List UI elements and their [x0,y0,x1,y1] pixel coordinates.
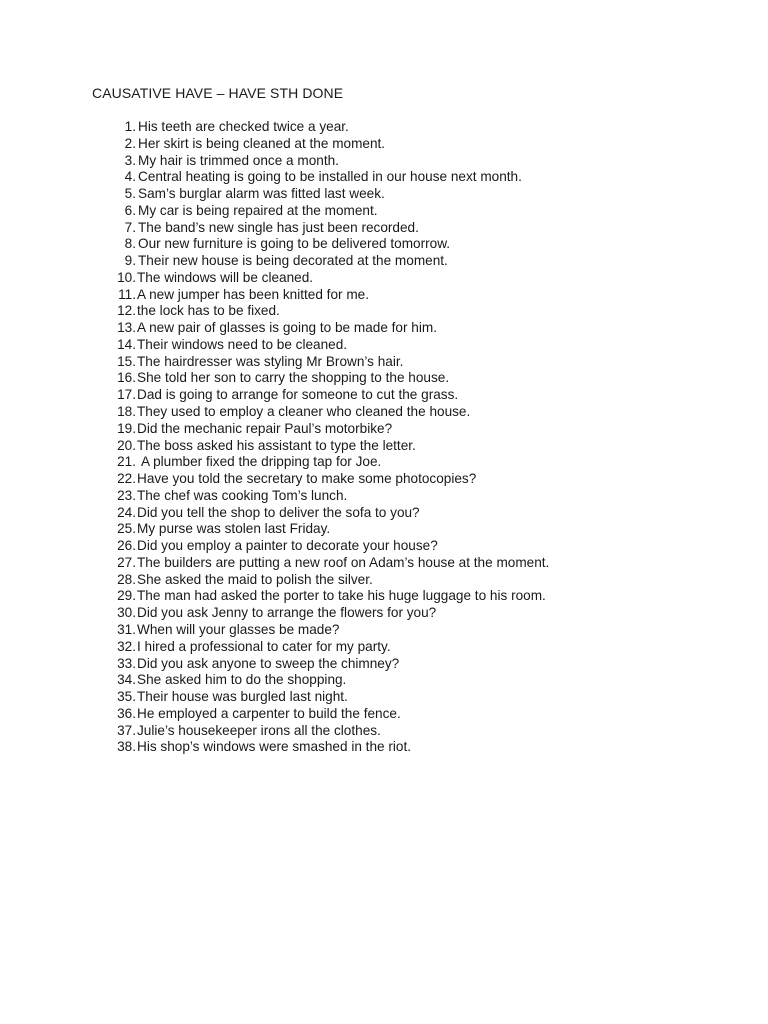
item-sentence: Her skirt is being cleaned at the moment. [138,135,386,151]
item-number: 19. [117,420,136,436]
item-number: 36. [117,705,136,721]
item-number: 2. [124,135,136,151]
item-number: 12. [117,303,136,319]
item-sentence: She asked him to do the shopping. [137,672,347,688]
document-title: CAUSATIVE HAVE – HAVE STH DONE [92,85,344,101]
item-sentence: Their windows need to be cleaned. [137,336,348,352]
item-number: 33. [117,655,136,671]
item-sentence: The man had asked the porter to take his huge luggage to his room. [137,588,546,604]
item-sentence: Our new furniture is going to be delivered tomorrow. [138,236,451,252]
item-sentence: Did the mechanic repair Paul’s motorbike? [137,420,393,436]
item-sentence: His shop’s windows were smashed in the riot. [137,739,412,755]
item-sentence: Sam’s burglar alarm was fitted last week. [138,186,385,202]
item-sentence: A plumber fixed the dripping tap for Joe. [141,454,382,470]
item-number: 24. [117,504,136,520]
item-sentence: The band’s new single has just been recorded. [138,219,419,235]
item-sentence: The windows will be cleaned. [137,269,314,285]
item-number: 21. [117,454,136,470]
item-number: 17. [117,387,136,403]
item-sentence: Did you tell the shop to deliver the sofa to you? [137,504,420,520]
item-sentence: I hired a professional to cater for my party. [137,638,391,654]
item-sentence: Did you ask anyone to sweep the chimney? [137,655,400,671]
item-number: 25. [117,521,136,537]
item-number: 15. [117,353,136,369]
item-number: 28. [117,571,136,587]
item-sentence: the lock has to be fixed. [137,303,280,319]
item-sentence: Their new house is being decorated at the moment. [138,253,448,269]
item-number: 34. [117,672,136,688]
item-number: 30. [117,605,136,621]
item-number: 32. [117,638,136,654]
item-number: 13. [117,320,136,336]
item-number: 26. [117,538,136,554]
item-sentence: A new pair of glasses is going to be made for him. [137,320,437,336]
item-sentence: Dad is going to arrange for someone to cut the grass. [137,387,459,403]
item-sentence: My purse was stolen last Friday. [137,521,331,537]
item-number: 7. [124,219,136,235]
item-sentence: He employed a carpenter to build the fence. [137,705,401,721]
item-number: 4. [124,169,136,185]
item-sentence: She asked the maid to polish the silver. [137,571,373,587]
item-number: 10. [117,269,136,285]
item-sentence: Did you ask Jenny to arrange the flowers for you? [137,605,437,621]
item-sentence: My car is being repaired at the moment. [138,202,378,218]
item-number: 31. [117,621,136,637]
item-number: 22. [117,471,136,487]
item-sentence: His teeth are checked twice a year. [138,119,349,134]
item-number: 37. [117,722,136,738]
item-number: 18. [117,404,136,420]
item-number: 35. [117,689,136,705]
item-sentence: My hair is trimmed once a month. [138,152,339,168]
item-number: 20. [117,437,136,453]
item-sentence: The hairdresser was styling Mr Brown’s hair. [137,353,404,369]
item-number: 8. [124,236,136,252]
item-number: 23. [117,487,136,503]
item-sentence: Have you told the secretary to make some photocopies? [137,471,477,487]
item-number: 27. [117,554,136,570]
item-sentence: They used to employ a cleaner who cleaned the house. [137,404,471,420]
item-number: 11. [118,286,136,302]
item-number: 3. [124,152,136,168]
item-sentence: She told her son to carry the shopping to the house. [137,370,450,386]
item-number: 6. [124,202,136,218]
item-sentence: The builders are putting a new roof on Adam’s house at the moment. [137,554,550,570]
item-number: 38. [117,739,136,755]
item-sentence: Julie’s housekeeper irons all the clothes. [137,722,381,738]
item-sentence: Central heating is going to be installed in our house next month. [138,169,522,185]
item-sentence: Did you employ a painter to decorate your house? [137,538,438,554]
item-number: 5. [124,186,136,202]
item-sentence: The boss asked his assistant to type the letter. [137,437,416,453]
item-number: 29. [117,588,136,604]
item-number: 9. [124,253,136,269]
item-sentence: Their house was burgled last night. [137,689,348,705]
item-number: 16. [117,370,136,386]
item-sentence: The chef was cooking Tom’s lunch. [137,487,348,503]
item-number: 14. [117,336,136,352]
item-sentence: A new jumper has been knitted for me. [137,286,369,302]
item-sentence: When will your glasses be made? [137,621,340,637]
item-number: 1. [124,119,136,134]
